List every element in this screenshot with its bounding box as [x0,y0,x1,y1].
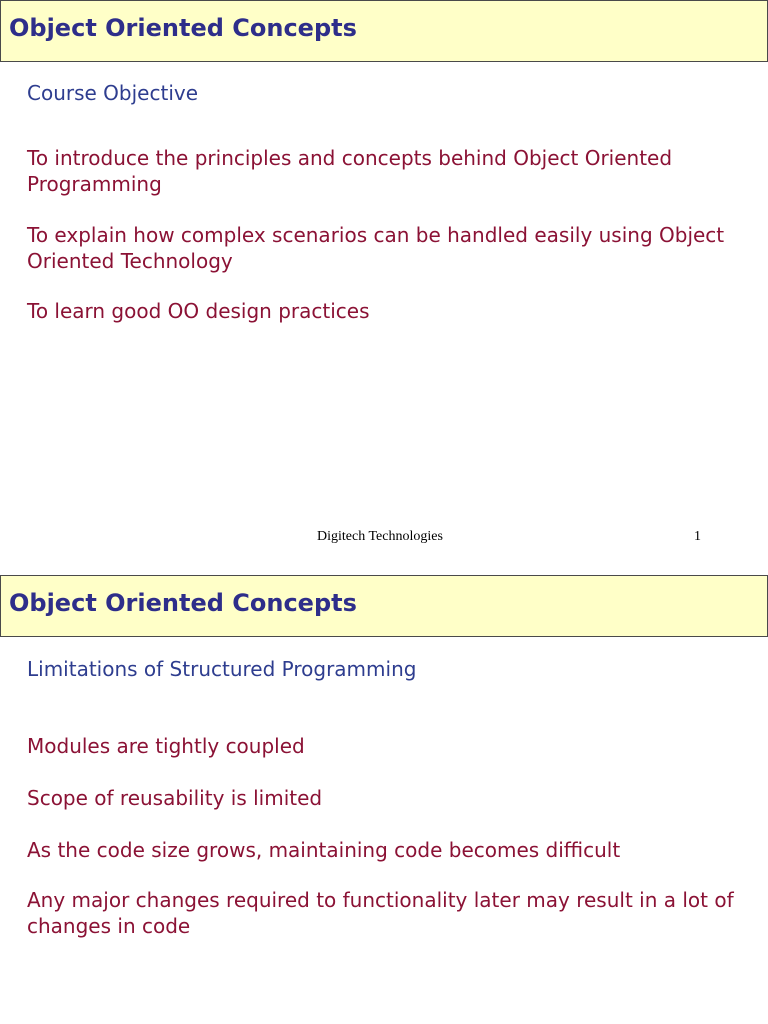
slide-title: Object Oriented Concepts [9,14,357,42]
page-number: 1 [694,529,701,544]
slide-2 [0,575,768,1024]
bullet-item: Any major changes required to functionality later may result in a lot of changes in code [27,888,734,938]
slide-title-bar [0,0,768,62]
bullet-item: Modules are tightly coupled [27,734,305,758]
bullet-item: To learn good OO design practices [27,299,370,323]
bullet-item: To introduce the principles and concepts behind Object Oriented Programming [27,146,673,196]
slide-footer: Digitech Technologies [317,529,443,544]
bullet-item: To explain how complex scenarios can be handled easily using Object Oriented Technology [27,223,725,273]
slide-title: Object Oriented Concepts [9,589,357,617]
slide-subtitle: Limitations of Structured Programming [27,657,417,681]
bullet-item: Scope of reusability is limited [27,786,323,810]
bullet-item: As the code size grows, maintaining code becomes difficult [27,838,621,862]
slide-subtitle: Course Objective [27,81,199,105]
slide-title-bar [0,575,768,637]
